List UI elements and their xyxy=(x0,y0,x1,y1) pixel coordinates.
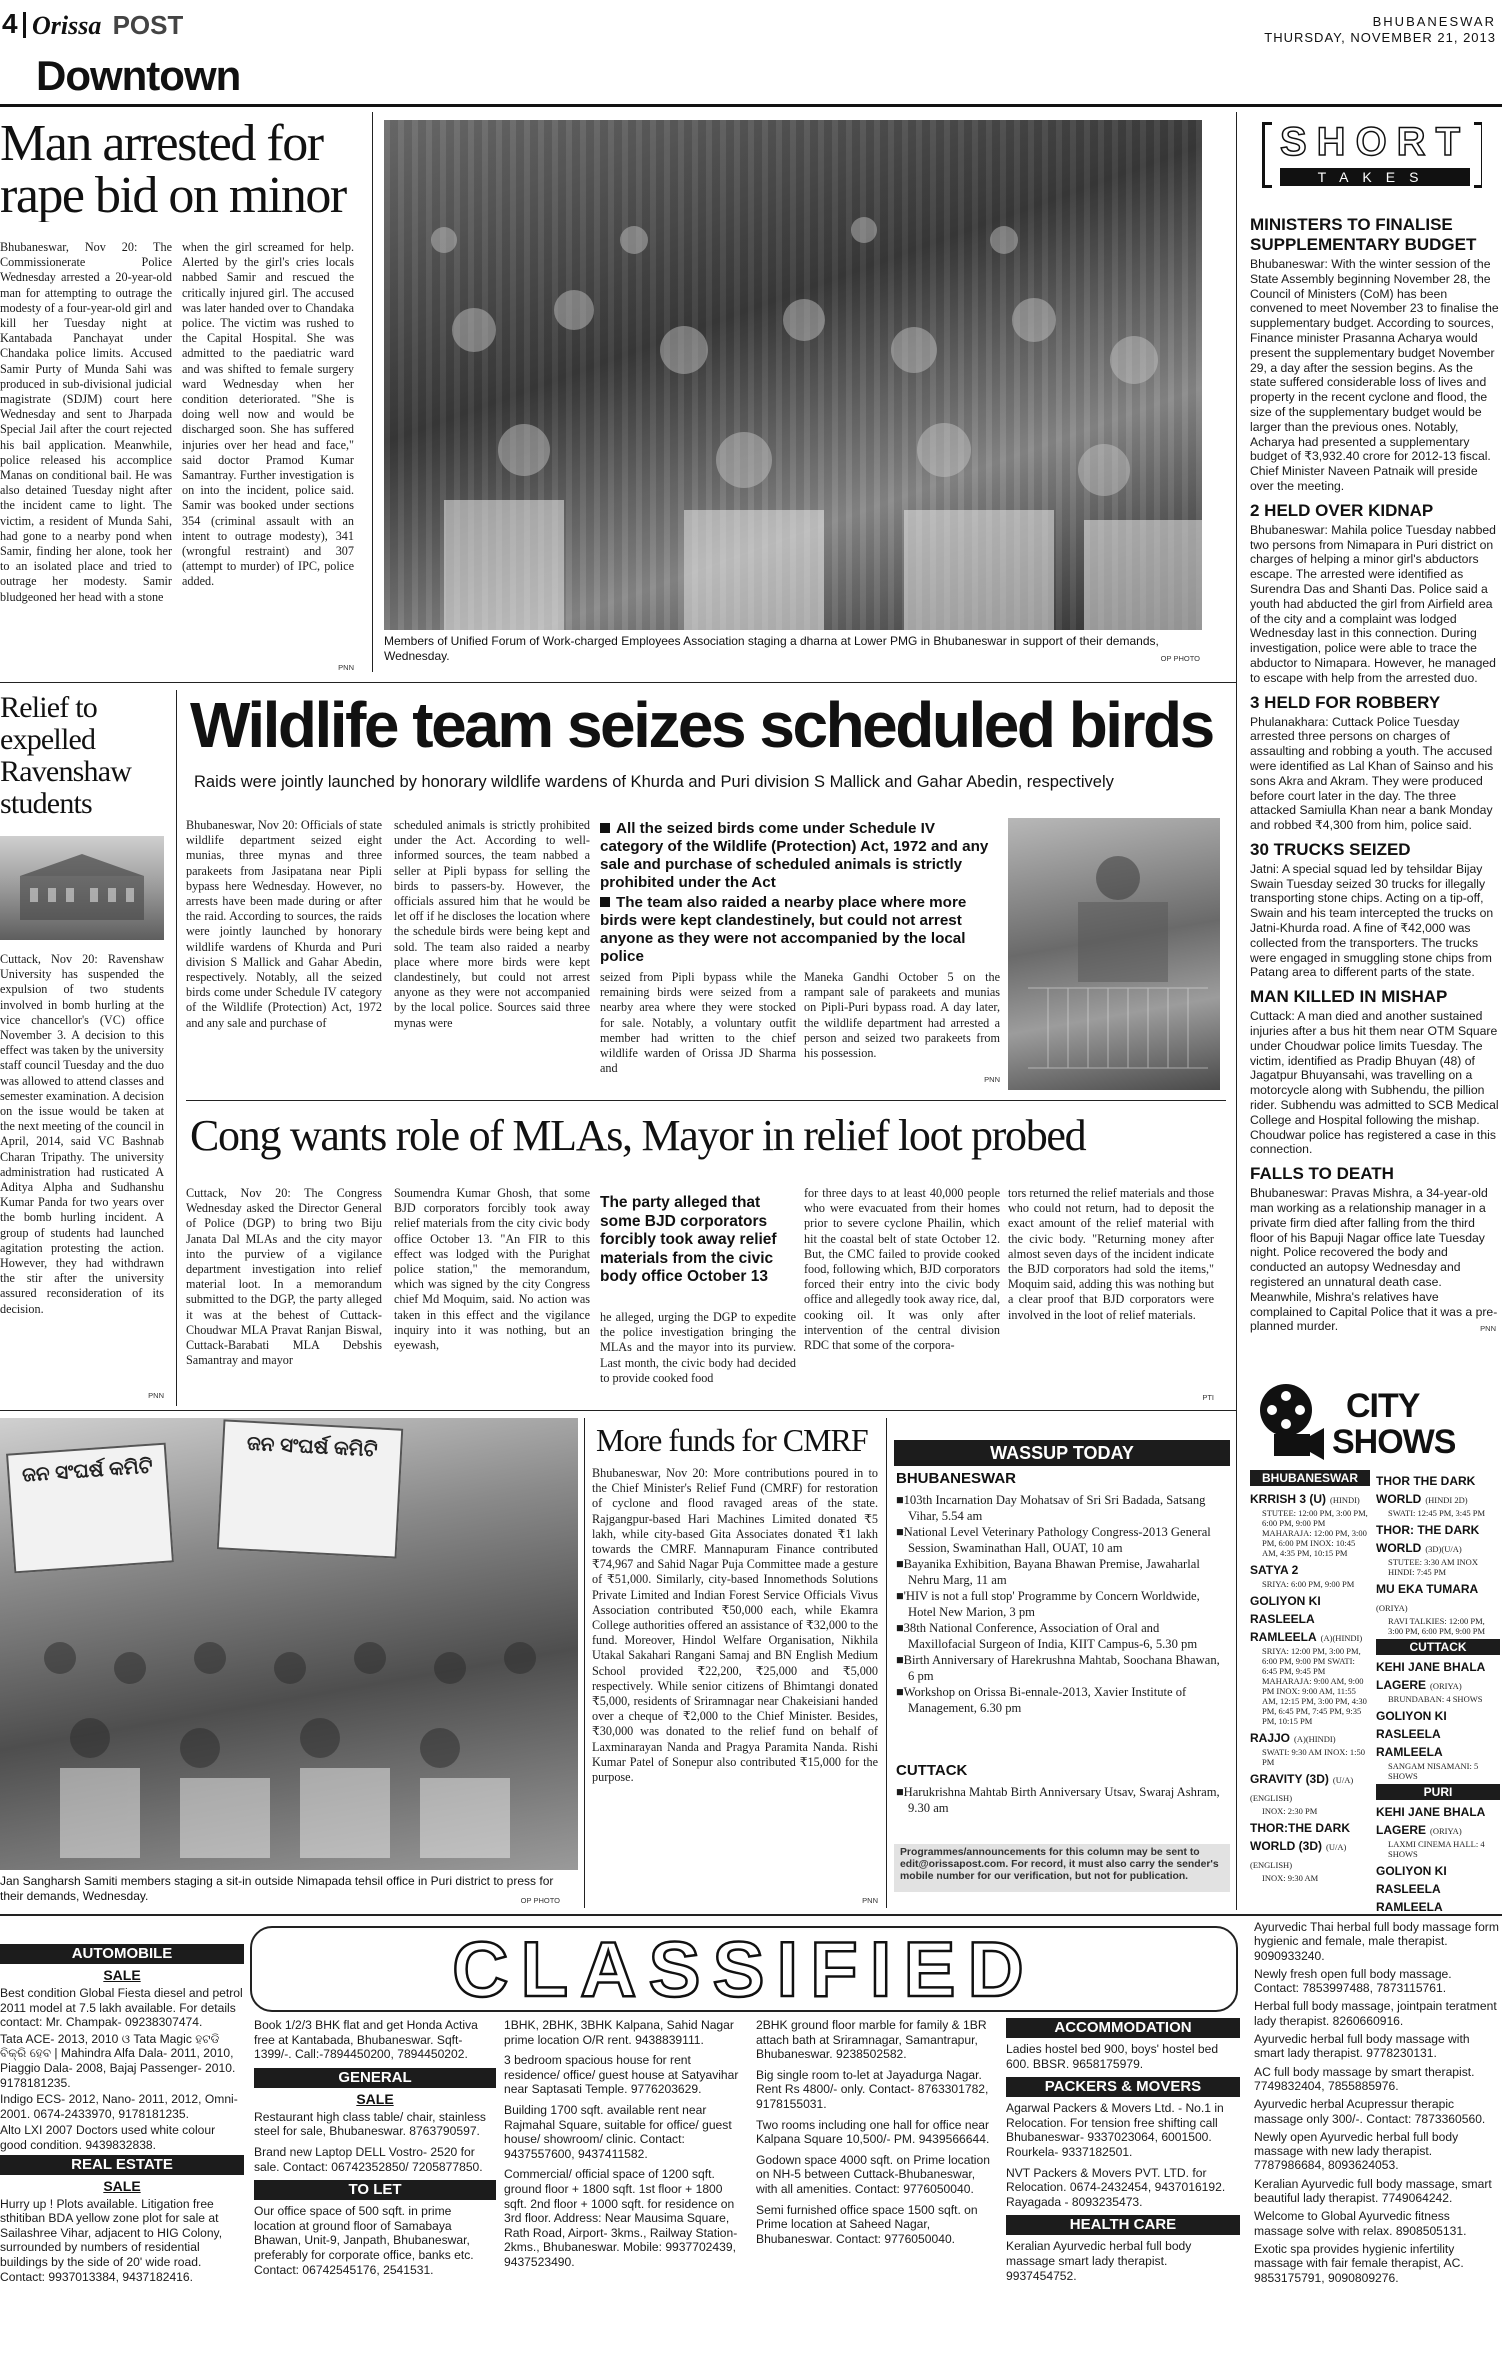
film-title: KRRISH 3 (U) xyxy=(1250,1492,1327,1506)
ad-text: Agarwal Packers & Movers Ltd. - No.1 in Relocation. For tension free shifting call Bhubaneswar- 9337023064, 6001500. Rourkela- 9337182501. xyxy=(1006,2101,1224,2159)
event-text: National Level Veterinary Pathology Congress-2013 General Session, Swaminathan Hall, OUAT, 10 am xyxy=(903,1525,1211,1555)
category-to-let: TO LET xyxy=(254,2180,496,2200)
shows-col-2 xyxy=(1376,1472,1500,1912)
city-bar-puri: PURI xyxy=(1376,1784,1500,1800)
show-times: STUTEE: 3:30 AM INOX HINDI: 7:45 PM xyxy=(1388,1557,1478,1577)
short-takes-list xyxy=(1250,208,1500,1338)
body-col-2: when the girl screamed for help. Alerted by the girl's cries locals nabbed Samir and rescued the critically injured girl. The accused was later handed over to Chandaka police. The victim was rushed to the Capital Hospital. She was admitted to the paediatric ward and was shifted to female surgery ward Wednesday when her condition deteriorated. "She is doing well now and would be discharged soon. She has suffered injuries over her head and face," said doctor Pramod Kumar Samantray. Further investigation is on into the incident, police said. Samir was booked under sections 354 (criminal assault with an intent to outrage modesty), 341 (wrongful restraint) and 307 (attempt to murder) of IPC, police added. xyxy=(182,240,354,589)
film-lang: (HINDI) xyxy=(1330,1495,1360,1505)
ad-text: Godown space 4000 sqft. on Prime location on NH-5 between Cuttack-Bhubaneswar, with all amenities. Contact: 9776050040. xyxy=(756,2152,990,2196)
category-accommodation: ACCOMMODATION xyxy=(1006,2018,1240,2038)
header-rule xyxy=(0,104,1502,107)
short-item-body: Bhubaneswar: With the winter session of the State Assembly beginning November 28, the Council of Ministers (CoM) has been convened to meet November 23 to finalise the supplementary budget. According to sources, Finance minister Prasanna Acharya would present the supplementary budget November 29, a day after the session begins. As the state suffered considerable loss of lives and property in the recent cyclone and flood, the size of the supplementary budget would be larger than the previous ones. Notably, Acharya had presented a supplementary budget of ₹3,932.40 crore for 2012-13 fiscal. Chief Minister Naveen Patnaik will preside over the meeting. xyxy=(1250,257,1499,493)
dateline-city: BHUBANESWAR xyxy=(1372,14,1496,29)
ad-text: Ayurvedic herbal full body massage with smart lady therapist. 9778230131. xyxy=(1254,2032,1470,2061)
ad-list xyxy=(1006,2042,1240,2071)
film-title: SATYA 2 xyxy=(1250,1563,1299,1577)
classified-col-4 xyxy=(756,2018,998,2358)
crowd-illustration xyxy=(0,1418,578,1870)
ad-text: NVT Packers & Movers PVT. LTD. for Relocation. 0674-2432454, 9437016192. Rayagada - 8093235473. xyxy=(1006,2165,1226,2209)
short-item xyxy=(1250,840,1500,980)
credit: PTI xyxy=(1202,1393,1214,1402)
body-col-2: scheduled animals is strictly prohibited under the Act. According to well-informed sources, the team nabbed a seller at Pipli bypass for selling the birds to passers-by. However, the officials assured him that he would be let off if he discloses the location where the schedule birds were being kept and sold. The team also raided a nearby place where more birds were kept clandestinely, but could not arrest anyone as they were not accompanied by the local police. Sources said three mynas were xyxy=(394,818,590,1030)
film-lang: (3D)(U/A) xyxy=(1425,1544,1462,1554)
col-rule xyxy=(1236,1390,1237,1910)
film-title: KEHI JANE BHALA LAGERE xyxy=(1376,1805,1485,1837)
logo-bracket-right xyxy=(1474,122,1482,188)
city-label: CUTTACK xyxy=(896,1762,968,1779)
short-item-head: 2 HELD OVER KIDNAP xyxy=(1250,500,1434,520)
ad-text: AC full body massage by smart therapist. 7749832404, 7855885976. xyxy=(1254,2064,1475,2093)
cage-illustration xyxy=(1008,818,1220,1090)
headline: Relief to expelled Ravenshaw students xyxy=(0,692,132,820)
short-item-body: Bhubaneswar: Pravas Mishra, a 34-year-old man working as a relationship manager in a private firm died after falling from the third floor of his Bapuji Nagar office late Tuesday night. Police recovered the body and conducted an autopsy Wednesday and registered an unnatural death case. Meanwhile, Mishra's relatives have complained to Capital Police that it was a pre-planned murder. xyxy=(1250,1186,1498,1334)
crowd-illustration xyxy=(384,120,1202,630)
pull-quote: The party alleged that some BJD corporators forcibly took away relief materials from the civic body office October 13 xyxy=(600,1194,777,1285)
short-item xyxy=(1250,693,1500,833)
ad-list xyxy=(254,2018,496,2062)
ad-text: Hurry up ! Plots available. Litigation free sthitiban BDA yellow zone plot for sale at Sailashree Vihar, adjacent to HIG Colony, surrounded by numbers of residential buildings by the side of 20' wide road. Contact: 9937013384, 9437182416. xyxy=(0,2196,223,2284)
ad-text: Book 1/2/3 BHK flat and get Honda Activa free at Kantabada, Bhubaneswar. Sqft- 1399/-. Call:-7894450200, 7894450202. xyxy=(254,2018,478,2062)
show-times: SRIYA: 12:00 PM, 3:00 PM, 6:00 PM, 9:00 PM SWATI: 6:45 PM, 9:45 PM MAHARAJA: 9:00 AM, 9:00 PM INOX: 9:00 AM, 11:55 AM, 12:15 PM, 3:00 PM, 4:30 PM, 6:45 PM, 7:45 PM, 9:35 PM, 10:15 PM xyxy=(1262,1646,1367,1726)
ad-list xyxy=(254,2204,496,2277)
story-cmrf xyxy=(592,1420,882,1912)
event-item: ■103th Incarnation Day Mohatsav of Sri Sri Badada, Satsang Vihar, 5.54 am xyxy=(896,1493,1206,1523)
body: Bhubaneswar, Nov 20: More contributions poured in to the Chief Minister's Relief Fund (CMRF) for restoration of cyclone and flood ravaged areas of the state. Rajgangpur-based Hari Machines Limited donated ₹5 lakh, while city-based Gita Associates donated ₹1 lakh towards the CMRF. Mannapuram Finance contributed ₹74,967 and Sahid Nagar Puja Committee made a gesture of ₹51,000. Similarly, city-based Innomethods Solutions Private Limited and Indian Forest Service Officials Vivus Association contributed ₹50,000 each, while Ekamra College authorities offered an assistance of ₹32,000 to the fund. Moreover, Hindol Welfare Organisation, Nikhila Utakal Sakahari Rangani Samaj and BN English Medium School provided ₹22,200, ₹25,000 and ₹5,000 respectively. While senior citizens of Bhimtangi donated ₹5,000, residents of Sriramnagar near Chakeisiani handed over a cheque of ₹2,000 to the Chief Minister. Besides, ₹30,000 was donated to the relief fund on behalf of Laxminarayan Nanda and Pragya Paramita Nanda. Rishi Kumar Patel of Sonepur also contributed ₹15,000 for the purpose. xyxy=(592,1466,878,1785)
short-takes xyxy=(1250,114,1500,1344)
ad-text: Big single room to-let at Jayadurga Nagar. Rent Rs 4800/- only. Contact- 8763301782, 9178155031. xyxy=(756,2067,989,2111)
ad-text: Commercial/ official space of 1200 sqft. ground floor + 1800 sqft. 1st floor + 1800 sqft. 2nd floor + 1000 sqft. for residence on 3rd floor. Address: Near Mausima Square, Rath Road, Airport- 3kms., Railway Station- 2kms., Bhubaneswar. Mobile: 9937702439, 9437523490. xyxy=(504,2167,738,2269)
short-item xyxy=(1250,1164,1500,1334)
classified-title: CLASSIFIED xyxy=(452,1926,1036,2012)
short-takes-logo xyxy=(1262,114,1482,194)
show-times: SRIYA: 6:00 PM, 9:00 PM xyxy=(1262,1579,1355,1589)
classified-banner xyxy=(250,1926,1238,2012)
logo-short: SHORT xyxy=(1280,120,1470,164)
show-item xyxy=(1376,1580,1500,1636)
film-title: KEHI JANE BHALA LAGERE xyxy=(1376,1660,1485,1692)
body-col-5: tors returned the relief materials and those who could not return, had to deposit the exact amount of the relief material with the civic body. "Returning money after almost seven days of the incident indicate the BJD corporators had sold the items," Moquim said, adding this was nothing but a clear proof that BJD corporators were involved in the loot of relief materials. xyxy=(1008,1186,1214,1322)
logo-takes: TAKES xyxy=(1280,168,1470,186)
highlight-bullet xyxy=(600,894,1000,966)
classified xyxy=(0,1918,1502,2362)
building-illustration xyxy=(0,836,164,940)
col-rule xyxy=(372,112,373,672)
body-col-1: Cuttack, Nov 20: The Congress Wednesday asked the Director General of Police (DGP) to bring two Biju Janata Dal MLAs and the city mayor into the purview of a vigilance department investigation into relief material loot. In a memorandum submitted to the DGP, the party alleged it was at the behest of Cuttack-Choudwar MLA Pravat Ranjan Biswal, Cuttack-Barabati MLA Debshis Samantray and mayor xyxy=(186,1186,382,1368)
event-list xyxy=(896,1784,1226,1820)
category-general: GENERAL xyxy=(254,2068,496,2088)
short-item-head: MAN KILLED IN MISHAP xyxy=(1250,987,1448,1007)
short-item-head: MINISTERS TO FINALISE SUPPLEMENTARY BUDGET xyxy=(1250,215,1477,254)
wassup-today xyxy=(894,1440,1230,1910)
protest-photo xyxy=(384,120,1202,630)
show-item xyxy=(1250,1490,1370,1558)
title-line-1: CITY xyxy=(1346,1388,1420,1425)
show-item xyxy=(1250,1561,1370,1589)
event-text: Birth Anniversary of Harekrushna Mahtab, Soochana Bhawan, 6 pm xyxy=(903,1653,1220,1683)
ravenshaw-photo xyxy=(0,836,164,940)
show-item xyxy=(1376,1521,1500,1577)
ad-text: Exotic spa provides hygienic infertility massage with fair female therapist, AC. 9853175791, 9090809276. xyxy=(1254,2241,1464,2285)
show-times: SWATI: 12:45 PM, 3:45 PM xyxy=(1388,1508,1486,1518)
film-title: THOR THE DARK WORLD xyxy=(1376,1474,1476,1506)
show-times: SANGAM NISAMANI: 5 SHOWS xyxy=(1388,1761,1479,1781)
brand-italic: Orissa xyxy=(32,11,102,40)
film-title: GRAVITY (3D) xyxy=(1250,1772,1329,1786)
event-item: ■38th National Conference, Association of Oral and Maxillofacial Surgeon of India, KIIT Campus-6, 5.30 pm xyxy=(896,1621,1198,1651)
headline: Cong wants role of MLAs, Mayor in relief loot probed xyxy=(190,1111,1086,1160)
photo-credit: OP PHOTO xyxy=(1160,654,1200,663)
subcategory-sale: SALE xyxy=(103,2177,141,2194)
ad-text: Our office space of 500 sqft. in prime location at ground floor of Samabaya Bhawan, Unit-9, Janpath, Bhubaneswar, preferably for corporate office, banks etc. Contact: 06742545176, 2541531. xyxy=(254,2204,474,2277)
short-item-head: 3 HELD FOR ROBBERY xyxy=(1250,692,1441,712)
show-item xyxy=(1250,1592,1370,1726)
film-title: GOLIYON KI RASLEELA RAMLEELA xyxy=(1376,1864,1447,1912)
show-item xyxy=(1376,1658,1500,1704)
headline-line-2: rape bid on minor xyxy=(0,167,346,222)
short-item-head: FALLS TO DEATH xyxy=(1250,1164,1394,1184)
film-lang: (ORIYA) xyxy=(1376,1603,1408,1613)
story-cong-relief-loot xyxy=(186,1106,1226,1406)
classified-col-6 xyxy=(1254,1920,1500,2360)
film-title: GOLIYON KI RASLEELA RAMLEELA xyxy=(1376,1709,1447,1759)
brand-post: POST xyxy=(112,10,184,40)
ad-text: Best condition Global Fiesta diesel and petrol 2011 model at 7.5 lakh available. For details contact: Mr. Champak- 09238307474. xyxy=(0,1986,243,2030)
deck: Raids were jointly launched by honorary wildlife wardens of Khurda and Puri division S Mallick and Gahar Abedin, respectively xyxy=(194,773,1114,791)
film-lang: (A)(HINDI) xyxy=(1320,1633,1363,1643)
short-item xyxy=(1250,215,1500,494)
show-times: STUTEE: 12:00 PM, 3:00 PM, 6:00 PM, 9:00 PM MAHARAJA: 12:00 PM, 3:00 PM, 6:00 PM INOX: 10:45 AM, 4:35 PM, 10:15 PM xyxy=(1262,1508,1368,1558)
ad-text: Newly open Ayurvedic herbal full body massage with new lady therapist. 7787986684, 8093624053. xyxy=(1254,2129,1459,2173)
credit: PNN xyxy=(862,1896,878,1905)
show-item xyxy=(1250,1819,1370,1883)
event-text: 'HIV is not a full stop' Programme by Concern Worldwide, Hotel New Marion, 3 pm xyxy=(903,1589,1200,1619)
show-times: INOX: 9:30 AM xyxy=(1262,1873,1319,1883)
event-text: 38th National Conference, Association of Oral and Maxillofacial Surgeon of India, KIIT Campus-6, 5.30 pm xyxy=(903,1621,1198,1651)
section-title: Downtown xyxy=(36,52,241,99)
credit: PNN xyxy=(148,1391,164,1400)
film-title: MU EKA TUMARA xyxy=(1376,1582,1479,1596)
category-health-care: HEALTH CARE xyxy=(1006,2215,1240,2235)
event-item: ■'HIV is not a full stop' Programme by Concern Worldwide, Hotel New Marion, 3 pm xyxy=(896,1589,1200,1619)
ad-text: Welcome to Global Ayurvedic fitness massage solve with relax. 8908505131. xyxy=(1254,2209,1467,2238)
event-item: ■Birth Anniversary of Harekrushna Mahtab, Soochana Bhawan, 6 pm xyxy=(896,1653,1220,1683)
city-bar-bhubaneswar: BHUBANESWAR xyxy=(1250,1470,1370,1486)
short-item-body: Cuttack: A man died and another sustained injuries after a bus hit them near OTM Square under Choudwar police limits Tuesday. The victim, identified as Pradip Bhuyan (48) of Jagatpur Bhuyansahi, was travelling on a motorcycle along with Subhendu, the pillion rider. Subhendu was admitted to SCB Medical College and Hospital following the mishap. Choudwar police has registered a case in this connection. xyxy=(1250,1009,1499,1157)
story-wildlife xyxy=(186,688,1226,1096)
classified-rule xyxy=(0,1914,1502,1916)
dateline-date: THURSDAY, NOVEMBER 21, 2013 xyxy=(1264,30,1496,45)
show-times: INOX: 2:30 PM xyxy=(1262,1806,1318,1816)
event-text: Bayanika Exhibition, Bayana Bhawan Premise, Jawaharlal Nehru Marg, 11 am xyxy=(903,1557,1200,1587)
category-automobile: AUTOMOBILE xyxy=(0,1944,244,1964)
col-rule xyxy=(176,690,177,1406)
event-item: ■National Level Veterinary Pathology Congress-2013 General Session, Swaminathan Hall, OUAT, 10 am xyxy=(896,1525,1211,1555)
film-title: RAJJO xyxy=(1250,1731,1291,1745)
event-item: ■Workshop on Orissa Bi-ennale-2013, Xavier Institute of Management, 6.30 pm xyxy=(896,1685,1187,1715)
ad-text: Two rooms including one hall for office near Kalpana Square 10,500/- PM. 9439566644. xyxy=(756,2117,990,2147)
wassup-title: WASSUP TODAY xyxy=(894,1440,1230,1466)
short-item-head: 30 TRUCKS SEIZED xyxy=(1250,839,1411,859)
classified-col-3 xyxy=(504,2018,746,2358)
ad-list xyxy=(0,2197,244,2285)
show-item xyxy=(1376,1472,1500,1518)
body: Cuttack, Nov 20: Ravenshaw University has suspended the expulsion of two students involved in bomb hurling at the vice chancellor's (VC) office November 3. A decision to this effect was taken by the university staff council Tuesday and the duo was allowed to attend classes and semester examination. A decision on the issue would be taken at the next meeting of the council in April, 2014, said VC Bashnab Charan Tripathy. The university administration had rusticated A Aditya Alpha and Sudhanshu Kumar Panda for two years over the bomb hurling incident. A group of students had launched agitation protesting the action. However, they had withdrawn the stir after the university assured reconsideration of its decision. xyxy=(0,952,164,1316)
bullet-text: All the seized birds come under Schedule IV category of the Wildlife (Protection) Act, 1972 and any sale and purchase of scheduled animals is strictly prohibited under the Act xyxy=(600,820,989,891)
film-reel-icon xyxy=(1254,1380,1324,1460)
event-item: ■Harukrishna Mahtab Birth Anniversary Utsav, Swaraj Ashram, 9.30 am xyxy=(896,1785,1220,1815)
ad-text: Keralian Ayurvedic full body massage, smart beautiful lady therapist. 7749064242. xyxy=(1254,2176,1492,2206)
film-title: THOR: THE DARK WORLD xyxy=(1376,1523,1480,1555)
event-text: Harukrishna Mahtab Birth Anniversary Utsav, Swaraj Ashram, 9.30 am xyxy=(903,1785,1220,1815)
headline: More funds for CMRF xyxy=(596,1422,868,1458)
show-item xyxy=(1376,1707,1500,1781)
bullet-square-icon xyxy=(600,823,610,833)
short-item-body: Jatni: A special squad led by tehsildar Bijay Swain Tuesday seized 30 trucks for illegally transporting stone chips. Acting on a tip-off, Swain and his team intercepted the trucks on Jatni-Khurda road. A fine of ₹42,000 was collected from the transporters. The trucks were engaged in smuggling stone chips from Patang area to different parts of the state. xyxy=(1250,861,1494,980)
logo-bracket-left xyxy=(1262,122,1272,188)
film-lang: (U/A)(ENGLISH) xyxy=(1250,1842,1347,1870)
body-col-4: Maneka Gandhi October 5 on the rampant sale of parakeets and munias on Pipli-Puri bypass road. A day later, the wildlife department had arrested a person and seized two parakeets from his possession. xyxy=(804,970,1000,1061)
film-lang: (A)(HINDI) xyxy=(1294,1734,1336,1744)
ad-text: Restaurant high class table/ chair, stainless steel for sale, Bhubaneswar. 8763790597. xyxy=(254,2109,486,2139)
photo-caption: Jan Sangharsh Samiti members staging a sit-in outside Nimapada tehsil office in Puri district to press for their demands, Wednesday. xyxy=(0,1874,554,1903)
film-lang: (HINDI 2D) xyxy=(1425,1495,1468,1505)
ad-text: Tata ACE- 2013, 2010 ଓ Tata Magic ହଟଡି ବିକ୍ରି ହେବ | Mahindra Alfa Dala- 2011, 2010, Piaggio Dala- 2008, Bajaj Passenger- 2010. 9178181235. xyxy=(0,2031,236,2090)
show-times: BRUNDABAN: 4 SHOWS xyxy=(1388,1694,1483,1704)
city-bar-cuttack: CUTTACK xyxy=(1376,1639,1500,1655)
show-item xyxy=(1250,1729,1370,1767)
credit: PNN xyxy=(1480,1324,1496,1333)
body-col-1: Bhubaneswar, Nov 20: The Commissionerate Police Wednesday arrested a 20-year-old man for attempting to outrage the modesty of a four-year-old girl and kill her Tuesday night at Kantabada Panchayat under Chandaka police limits. Accused Samir Purty of Munda Sahi was produced in sub-divisional judicial magistrate (SDJM) court here Wednesday and sent to Jharpada Special Jail after the court rejected his bail application. Meanwhile, police released his accomplice Manas on conditional bail. He was also detained Tuesday night after the incident came to light. The victim, a resident of Munda Sahi, had gone to a nearby pond when Samir, finding her alone, took her to an isolated place and tried to outrage her modesty. Samir bludgeoned her head with a stone xyxy=(0,240,172,604)
city-label: BHUBANESWAR xyxy=(896,1470,1016,1487)
body-col-2: Soumendra Kumar Ghosh, that some BJD corporators forcibly took away relief materials from the city civic body office October 13. "An FIR to this effect was lodged with the Purighat police station," the memorandum, which was signed by the city Congress chief Md Moquim, said. No action was taken in this effect and the vigilance inquiry into it was nothing, but an eyewash, xyxy=(394,1186,590,1353)
show-item xyxy=(1250,1770,1370,1816)
event-text: 103th Incarnation Day Mohatsav of Sri Sri Badada, Satsang Vihar, 5.54 am xyxy=(903,1493,1206,1523)
ad-text: Ayurvedic herbal Acupressur therapic massage only 300/-. Contact: 7873360560. xyxy=(1254,2097,1486,2126)
highlight-bullet xyxy=(600,820,1000,892)
show-times: SWATI: 9:30 AM INOX: 1:50 PM xyxy=(1262,1747,1365,1767)
ad-text: 2BHK ground floor marble for family & 1BR attach bath at Sriramnagar, Samantrapur, Bhubaneswar. 9238502582. xyxy=(756,2018,987,2062)
credit: PNN xyxy=(338,663,354,672)
body-col-3: he alleged, urging the DGP to expedite the police investigation bringing the MLAs and the mayor into its purview. Last month, the civic body had decided to provide cooked food xyxy=(600,1310,796,1385)
event-item: ■Bayanika Exhibition, Bayana Bhawan Premise, Jawaharlal Nehru Marg, 11 am xyxy=(896,1557,1200,1587)
city-shows xyxy=(1250,1380,1502,1914)
row-rule xyxy=(0,682,1236,683)
sit-in-photo xyxy=(0,1418,578,1870)
photo-credit: OP PHOTO xyxy=(520,1896,560,1905)
page-number: 4 xyxy=(2,8,18,39)
film-lang: (U/A)(ENGLISH) xyxy=(1250,1775,1354,1803)
body-col-4: for three days to at least 40,000 people who were evacuated from their homes prior to severe cyclone Phailin, which hit the coastal belt of state October 12. But, the CMC failed to provide cooked food, following which, BJD corporators forced their entry into the civic body office and allegedly took away rice, dal, cooking oil. It was only after intervention of the central division RDC that some of the corpora- xyxy=(804,1186,1000,1353)
subcategory-sale: SALE xyxy=(356,2090,394,2107)
shows-col-1 xyxy=(1250,1490,1370,1910)
body-col-1: Bhubaneswar, Nov 20: Officials of state wildlife department seized eight munias, three mynas and three parakeets from Jasipatana near Pipli bypass here Wednesday. However, no arrests have been made during or after the raid. According to sources, the raids were jointly launched by honorary wildlife wardens of Khurda and Puri division S Mallick and Gahar Abedin, respectively. Notably, all the seized birds come under Schedule IV category of the Wildlife (Protection) Act, 1972 and any sale and purchase of xyxy=(186,818,382,1030)
photo-caption: Members of Unified Forum of Work-charged Employees Association staging a dharna at Lower PMG in Bhubaneswar in support of their demands, Wednesday. xyxy=(384,634,1159,663)
ad-text: Building 1700 sqft. available rent near Rajmahal Square, suitable for office/ guest house/ showroom/ clinic. Contact: 9437557600, 9437411582. xyxy=(504,2102,732,2161)
short-item-body: Bhubaneswar: Mahila police Tuesday nabbed two persons from Nimapara in Puri district on charges of helping a minor girl's abductors escape. The arrested were identified as Surendra Das and Shanti Das. Police said a youth had abducted the girl from Airfield area of the city and a complaint was lodged Wednesday last in this connection. During investigation, police were able to trace the abductor to Nimapara. However, he managed to escape with help from the arrested duo. xyxy=(1250,522,1496,685)
ad-text: Keralian Ayurvedic herbal full body massage smart lady therapist. 9937454752. xyxy=(1006,2239,1192,2283)
classified-col-2 xyxy=(254,2018,496,2358)
film-title: GOLIYON KI RASLEELA RAMLEELA xyxy=(1250,1594,1321,1644)
masthead xyxy=(0,0,1502,110)
ad-text: Brand new Laptop DELL Vostro- 2520 for sale. Contact: 06742352850/ 7205877850. xyxy=(254,2144,483,2174)
col-rule xyxy=(584,1418,585,1908)
subcategory-sale: SALE xyxy=(103,1967,141,1983)
title-line-2: SHOWS xyxy=(1332,1423,1456,1460)
banner-text: ଜନ ସଂଘର୍ଷ କମିଟି xyxy=(246,1432,379,1462)
category-packers-movers: PACKERS & MOVERS xyxy=(1006,2077,1240,2097)
ad-list xyxy=(1006,2239,1240,2283)
short-item xyxy=(1250,501,1500,686)
row-rule xyxy=(186,1100,1226,1101)
banner-text: ଜନ ସଂଘର୍ଷ କମିଟି xyxy=(21,1455,154,1487)
event-list xyxy=(896,1492,1226,1756)
ad-text: Herbal full body massage, jointpain teratment lady therapist. 8260660916. xyxy=(1254,1999,1497,2028)
ad-text: Newly fresh open full body massage. Contact: 7853997488, 7873115761. xyxy=(1254,1966,1452,1996)
col-rule xyxy=(1236,112,1237,1390)
headline-line-1: Man arrested for xyxy=(0,118,323,172)
ad-list xyxy=(0,1986,244,2153)
classified-col-5 xyxy=(1006,2018,1240,2358)
body-col-3: seized from Pipli bypass while the remaining birds were seized from a nearby area where they were stocked for sale. Notably, a voluntary outfit member had written to the chief wildlife warden of Orissa JD Sharma and xyxy=(600,970,796,1076)
show-times: LAXMI CINEMA HALL: 4 SHOWS xyxy=(1388,1839,1485,1859)
ad-list xyxy=(254,2110,496,2174)
ad-text: Semi furnished office space 1500 sqft. on Prime location at Saheed Nagar, Bhubaneswar. Contact: 9776050040. xyxy=(756,2202,978,2246)
ad-list xyxy=(1006,2101,1240,2209)
highlight-box xyxy=(600,820,1000,966)
brand-name xyxy=(32,10,183,41)
event-text: Workshop on Orissa Bi-ennale-2013, Xavier Institute of Management, 6.30 pm xyxy=(903,1685,1187,1715)
wassup-note: Programmes/announcements for this column may be sent to edit@orissapost.com. For record, it must also carry the sender's mobile number for our verification, but not for publication. xyxy=(894,1844,1230,1892)
ad-text: Indigo ECS- 2012, Nano- 2011, 2012, Omni- 2001. 0674-2433970, 9178181235. xyxy=(0,2092,238,2121)
category-real-estate: REAL ESTATE xyxy=(0,2155,244,2175)
short-item xyxy=(1250,987,1500,1157)
classified-col-1 xyxy=(0,1944,244,2360)
ad-text: Alto LXI 2007 Doctors used white colour good condition. 9439832838. xyxy=(0,2123,216,2152)
film-lang: (ORIYA) xyxy=(1430,1681,1462,1691)
story-rape-bid xyxy=(0,112,372,682)
city-shows-title xyxy=(1332,1388,1455,1460)
bullet-square-icon xyxy=(600,897,610,907)
birds-cage-photo xyxy=(1008,818,1220,1090)
col-rule xyxy=(886,1418,887,1908)
ad-text: Ayurvedic Thai herbal full body massage form hygienic and female, male therapist. 9090933240. xyxy=(1254,1920,1499,1963)
headline xyxy=(0,118,372,222)
show-times: RAVI TALKIES: 12:00 PM, 3:00 PM, 6:00 PM, 9:00 PM xyxy=(1388,1616,1486,1636)
row-rule xyxy=(0,1410,1236,1411)
bullet-text: The team also raided a nearby place where more birds were kept clandestinely, but could not arrest anyone as they were not accompanied by the local police xyxy=(600,894,967,965)
story-relief-ravenshaw xyxy=(0,690,170,1410)
show-item xyxy=(1376,1862,1500,1912)
headline: Wildlife team seizes scheduled birds xyxy=(190,690,1213,760)
short-item-body: Phulanakhara: Cuttack Police Tuesday arrested three persons on charges of assaulting and robbing a youth. The accused were identified as Lal Khan of Sainso and his sons Akra and Akram. They were produced before court later in the day. The three attacked Samiulla Khan near a bank Monday and robbed ₹4,300 from him, police said. xyxy=(1250,714,1494,833)
ad-text: 1BHK, 2BHK, 3BHK Kalpana, Sahid Nagar prime location O/R rent. 9438839111. xyxy=(504,2018,734,2047)
show-item xyxy=(1376,1803,1500,1859)
film-lang: (ORIYA) xyxy=(1430,1826,1462,1836)
ad-text: 3 bedroom spacious house for rent residence/ office/ guest house at Satyavihar near Saptasati Temple. 9776203629. xyxy=(504,2053,739,2097)
film-title: THOR:THE DARK WORLD (3D) xyxy=(1250,1821,1350,1853)
divider-bar xyxy=(23,12,26,38)
ad-text: Ladies hostel bed 900, boys' hostel bed 600. BBSR. 9658175979. xyxy=(1006,2042,1219,2071)
credit: PNN xyxy=(984,1075,1000,1084)
